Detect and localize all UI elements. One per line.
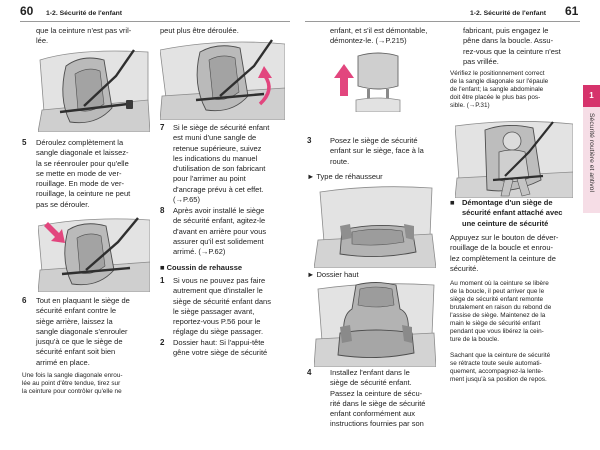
booster-armrest [340,325,352,343]
text-line: Sachant que la ceinture de sécurité [450,352,551,359]
continuation-text [463,26,561,67]
header-rule-left [20,21,290,22]
booster-head-wings [358,287,394,307]
text-line: enfant sur le siège, face à la [330,146,424,156]
booster-heading: ■ Coussin de rehausse [160,263,243,272]
text-line: se rétracte toute seule automati- [450,360,542,367]
text-line: reportez-vous P.56 pour le [173,317,261,327]
text-line: sible. (→P.31) [450,102,490,109]
booster-armrest [340,224,352,240]
continuation-text [36,26,131,47]
text-line: sécurité enfant soit bien [36,347,116,357]
text-line: réglage du siège passager. [173,327,264,337]
text-line: sécurité enfant contre le [36,306,117,316]
text-line: de sécurité enfant, agitez-le [173,216,266,226]
step-number: 3 [307,136,312,145]
text-line: brutalement en raison du rebond de [450,304,552,311]
text-line: lez complètement la ceinture de [450,253,556,263]
text-line: Si vous ne pouvez pas faire [173,276,266,285]
step-text [173,276,271,338]
note-text [22,372,123,396]
text-line: pendant que vous libérez la cein- [450,328,544,335]
text-line: gêne votre siège de sécurité [173,348,268,358]
text-line: (→P.65) [173,195,200,205]
text-line: siège de sécurité enfant remonte [450,296,544,303]
heading-text [462,198,562,229]
chapter-tab-title: Sécurité routière et antivol [588,113,595,192]
text-line: que la ceinture n'est pas vril- [36,26,132,35]
text-line: rouillage. En mode de ver- [36,179,124,189]
text-line: est muni d'une sangle de [173,133,257,143]
text-line: rouillage, la ceinture ne peut [36,189,131,199]
step-text [330,136,424,167]
illustration-remove-headrest [332,50,402,112]
text-line: la ceinture pour contrôler qu'elle ne [22,388,122,395]
text-line: pêne dans la boucle. Assu- [463,36,554,46]
text-line: Installez l'enfant dans le [330,368,410,377]
text-line: instructions fournies par son [330,419,424,429]
heading-bullet: ■ [450,198,455,207]
text-line: doit être placée le plus bas pos- [450,94,541,101]
removal-note-1 [450,280,551,344]
illustration-high-back-booster [314,281,436,367]
chapter-tab [583,107,600,213]
text-line: l'assise de siège. Maintenez de la [450,312,546,319]
text-line: arrimé en place. [36,357,90,367]
buckle [126,100,133,109]
text-line: sécurité enfant attaché avec [462,208,563,218]
text-line: Vérifiez le positionnement correct [450,70,545,77]
illustration-booster-cushion [314,184,436,268]
high-back-label: ► Dossier haut [307,270,359,279]
text-line: démontez-le. (→P.215) [330,36,407,46]
step-text [36,296,130,368]
text-line: Posez le siège de sécurité [330,136,418,145]
step-number: 4 [307,368,312,377]
seat-top [356,98,400,112]
child-head [503,132,521,150]
step-number: 8 [160,206,165,215]
text-line: fabricant, puis engagez le [463,26,549,35]
illustration-press-child-seat [38,216,150,292]
page-number-left: 60 [20,4,34,18]
illustration-seat-belt-check [38,46,150,132]
illustration-child-belted [455,118,573,198]
text-line: Au moment où la ceinture se libère [450,280,549,287]
text-line: Démontage d'un siège de [462,198,553,207]
text-line: se mette en mode de ver- [36,168,122,178]
section-title-right: 1-2. Sécurité de l'enfant [469,10,546,17]
step-text [330,368,425,430]
text-line: siège de sécurité enfant dans [173,296,271,306]
continuation-text [330,26,427,47]
text-line: autrement que d'installer le [173,286,263,296]
text-line: les indications du manuel [173,153,258,163]
text-line: Si le siège de sécurité enfant [173,123,270,132]
text-line: ment jusqu'à sa position de repos. [450,376,547,383]
step-number: 7 [160,123,165,132]
arrow-icon [334,64,354,96]
header-rule-right [305,21,580,22]
booster-seat-surface [352,229,404,245]
step-number: 6 [22,296,27,305]
text-line: Passez la ceinture de sécu- [330,388,423,398]
text-line: siège de sécurité enfant. [330,378,412,388]
chapter-tab-number: 1 [583,85,600,107]
text-line: enfant conformément aux [330,409,416,419]
booster-type-label: ► Type de réhausseur [307,172,383,181]
text-line: de l'enfant; la sangle abdominale [450,86,544,93]
text-line: le siège passager avant, [173,306,255,316]
text-line: lée au point d'être tendue, tirez sur [22,380,121,387]
text-line: de la boucle, il peut arriver que le [450,288,545,295]
text-line: d'avant en arrière pour vous [173,226,267,236]
text-line: siège arrière, laissez la [36,316,113,326]
text-line: main le siège de sécurité enfant [450,320,541,327]
step-number: 1 [160,276,165,285]
text-line: quement, accompagnez-la lente- [450,368,544,375]
text-line: rouillage de la boucle et enrou- [450,243,553,253]
text-line: pour l'arrimer au point [173,174,246,184]
text-line: Déroulez complètement la [36,138,124,147]
text-line: assurer qu'il est solidement [173,236,264,246]
text-line: Appuyez sur le bouton de déver- [450,233,559,242]
page-number-right: 61 [565,4,579,18]
child-seat-shell [77,234,105,274]
text-line: rez-vous que la ceinture n'est [463,46,561,56]
text-line: rité dans le siège de sécurité [330,398,426,408]
section-title-left: 1-2. Sécurité de l'enfant [46,10,123,17]
text-line: sangle diagonale s'enrouler [36,326,128,336]
step-text [173,206,266,257]
text-line: Tout en plaquant le siège de [36,296,130,305]
text-line: Dossier haut: Si l'appui-tête [173,338,265,347]
text-line: enfant, et s'il est démontable, [330,26,428,35]
text-line: Une fois la sangle diagonale enrou- [22,372,123,379]
text-line: d'utilisation de son fabricant [173,164,266,174]
text-line: route. [330,156,350,166]
text-line: arrimé. (→P.62) [173,247,226,257]
illustration-shake-child-seat [160,38,285,120]
step-number: 2 [160,338,165,347]
removal-note-2 [450,352,550,384]
step-text [36,138,130,210]
text-line: de la sangle diagonale sur l'épaule [450,78,549,85]
text-line: une ceinture de sécurité [462,218,549,228]
text-line: la se réenrouler pour qu'elle [36,158,129,168]
note-text [450,70,548,110]
text-line: sécurité. [450,263,479,273]
text-line: Après avoir installé le siège [173,206,265,215]
text-line: d'ancrage prévu à cet effet. [173,184,264,194]
continuation-text [160,26,239,36]
text-line: jusqu'à ce que le siège de [36,337,123,347]
headrest [358,53,398,89]
text-line: lée. [36,36,49,46]
text-line: peut plus être déroulée. [160,26,239,35]
step-number: 5 [22,138,27,147]
removal-instructions [450,233,558,274]
text-line: sangle diagonale et laissez- [36,148,129,158]
text-line: ture de la boucle. [450,336,500,343]
step-text [173,123,269,205]
text-line: pas se dérouler. [36,199,90,209]
text-line: pas vrillée. [463,56,499,66]
step-text [173,338,267,359]
text-line: retenue supérieure, suivez [173,143,262,153]
